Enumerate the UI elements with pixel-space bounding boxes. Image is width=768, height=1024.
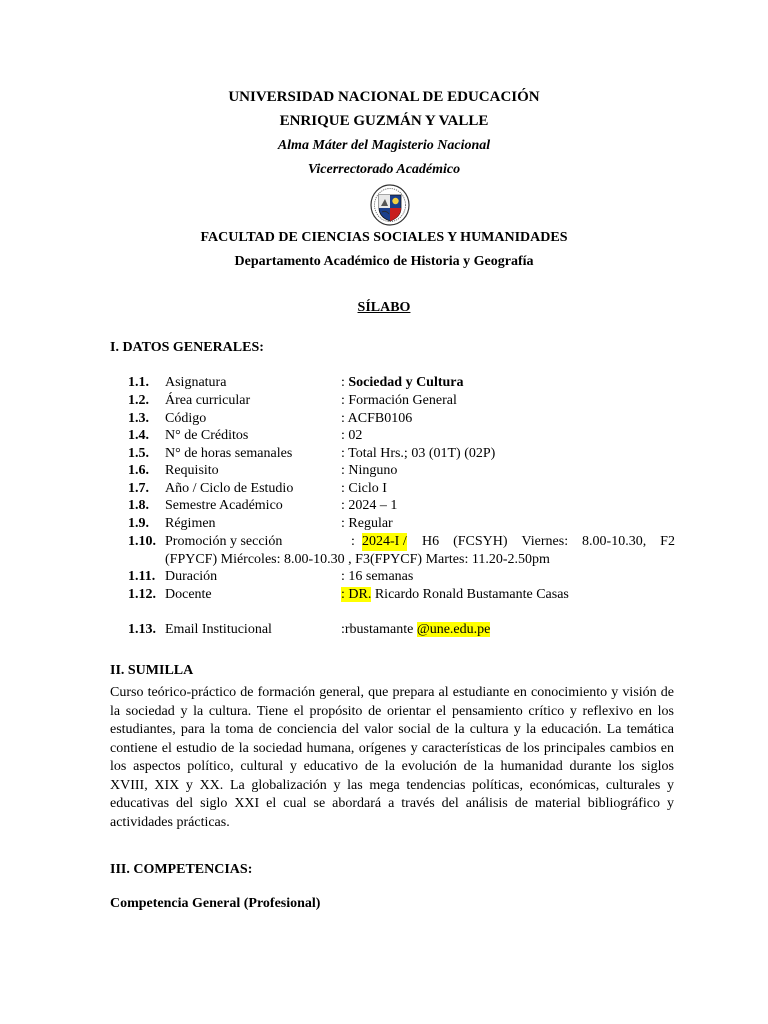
promo-schedule-line2: (FPYCF) Miércoles: 8.00-10.30 , F3(FPYCF) Martes: 11.20-2.50pm bbox=[165, 552, 550, 567]
item-label: Código bbox=[165, 411, 207, 426]
data-row-promotion bbox=[0, 533, 768, 551]
item-value: : 16 semanas bbox=[341, 569, 414, 584]
section-heading-competencies: III. COMPETENCIAS: bbox=[110, 862, 253, 877]
item-label: Semestre Académico bbox=[165, 498, 283, 513]
item-label: Duración bbox=[165, 569, 218, 584]
promo-code: 2024-I / bbox=[362, 534, 407, 549]
item-value: : Ciclo I bbox=[341, 481, 387, 496]
item-value: : Formación General bbox=[341, 393, 457, 408]
item-value: : Ninguno bbox=[341, 463, 398, 478]
summary-line: la sociedad y la cultura. Tiene el propósito de orientar el pensamiento crítico y reflexivo en los bbox=[110, 703, 674, 719]
item-label: N° de Créditos bbox=[165, 428, 249, 443]
document-title: SÍLABO bbox=[357, 300, 411, 315]
summary-line: Curso teórico-práctico de formación general, que prepara al estudiante en conocimiento y visión de bbox=[110, 685, 674, 700]
item-value: : Total Hrs.; 03 (01T) (02P) bbox=[341, 446, 496, 461]
department-name: Departamento Académico de Historia y Geografía bbox=[234, 254, 534, 269]
promo-word: H6 bbox=[422, 534, 440, 549]
university-name-line2: ENRIQUE GUZMÁN Y VALLE bbox=[279, 113, 489, 129]
item-label: N° de horas semanales bbox=[165, 446, 293, 461]
item-label: Email Institucional bbox=[165, 622, 272, 637]
teacher-title: : DR. bbox=[341, 587, 372, 602]
item-label: Docente bbox=[165, 587, 212, 602]
item-value: : Regular bbox=[341, 516, 393, 531]
promo-schedule-line1 bbox=[422, 533, 675, 551]
summary-line: estudiantes, para la toma de conciencia del valor social de la cultura y la educación. La temática bbox=[110, 722, 674, 737]
promo-word: 8.00-10.30, bbox=[582, 534, 647, 549]
item-value bbox=[341, 621, 490, 639]
item-value: : 02 bbox=[341, 428, 363, 443]
item-number: 1.13. bbox=[128, 622, 156, 637]
item-label: Área curricular bbox=[165, 393, 251, 408]
competency-general-heading: Competencia General (Profesional) bbox=[110, 896, 321, 911]
item-number: 1.9. bbox=[128, 516, 149, 531]
promo-colon: : bbox=[351, 534, 355, 549]
item-number: 1.1. bbox=[128, 375, 149, 390]
item-label: Requisito bbox=[165, 463, 219, 478]
summary-line: contiene el estudio de la sociedad humana, orígenes y características de los principales cambios en bbox=[110, 740, 674, 756]
item-number: 1.6. bbox=[128, 463, 149, 478]
item-value: : 2024 – 1 bbox=[341, 498, 398, 513]
item-number: 1.11. bbox=[128, 569, 156, 584]
item-number: 1.2. bbox=[128, 393, 149, 408]
summary-line: los aspectos político, cultural y educativo de la evolución de la humanidad durante los siglos bbox=[110, 759, 674, 774]
item-number: 1.7. bbox=[128, 481, 149, 496]
promo-word: (FCSYH) bbox=[453, 534, 508, 549]
item-label: Promoción y sección bbox=[165, 534, 283, 549]
item-number: 1.4. bbox=[128, 428, 149, 443]
item-number: 1.3. bbox=[128, 411, 149, 426]
course-name: Sociedad y Cultura bbox=[348, 375, 464, 390]
item-number: 1.12. bbox=[128, 587, 156, 602]
university-seal-icon bbox=[370, 184, 410, 226]
summary-line: XVIII, XIX y XX. La globalización y las mega tendencias políticas, económicas, culturales y bbox=[110, 777, 674, 793]
item-value: : Sociedad y Cultura bbox=[341, 375, 464, 390]
university-motto: Alma Máter del Magisterio Nacional bbox=[277, 138, 491, 153]
summary-line: educativas del siglo XXI el cual se abordará a través del análisis de material bibliográfico y bbox=[110, 796, 674, 811]
promo-word: F2 bbox=[660, 534, 675, 549]
item-value: : ACFB0106 bbox=[341, 411, 413, 426]
item-number: 1.10. bbox=[128, 534, 156, 549]
email-domain: @une.edu.pe bbox=[416, 622, 491, 637]
promo-word: Viernes: bbox=[521, 534, 569, 549]
section-heading-summary: II. SUMILLA bbox=[110, 663, 194, 678]
email-user: :rbustamante bbox=[341, 622, 417, 637]
summary-paragraph bbox=[110, 684, 674, 832]
vice-rectorate: Vicerrectorado Académico bbox=[307, 162, 461, 177]
faculty-name: FACULTAD DE CIENCIAS SOCIALES Y HUMANIDADES bbox=[200, 230, 568, 245]
item-value bbox=[341, 586, 569, 604]
university-name-line1: UNIVERSIDAD NACIONAL DE EDUCACIÓN bbox=[228, 89, 540, 105]
section-heading-general-data: I. DATOS GENERALES: bbox=[110, 340, 264, 355]
summary-line: actividades prácticas. bbox=[110, 814, 230, 830]
item-label: Asignatura bbox=[165, 375, 227, 390]
item-number: 1.8. bbox=[128, 498, 149, 513]
item-label: Régimen bbox=[165, 516, 216, 531]
teacher-name: Ricardo Ronald Bustamante Casas bbox=[371, 587, 569, 602]
item-number: 1.5. bbox=[128, 446, 149, 461]
item-label: Año / Ciclo de Estudio bbox=[165, 481, 294, 496]
